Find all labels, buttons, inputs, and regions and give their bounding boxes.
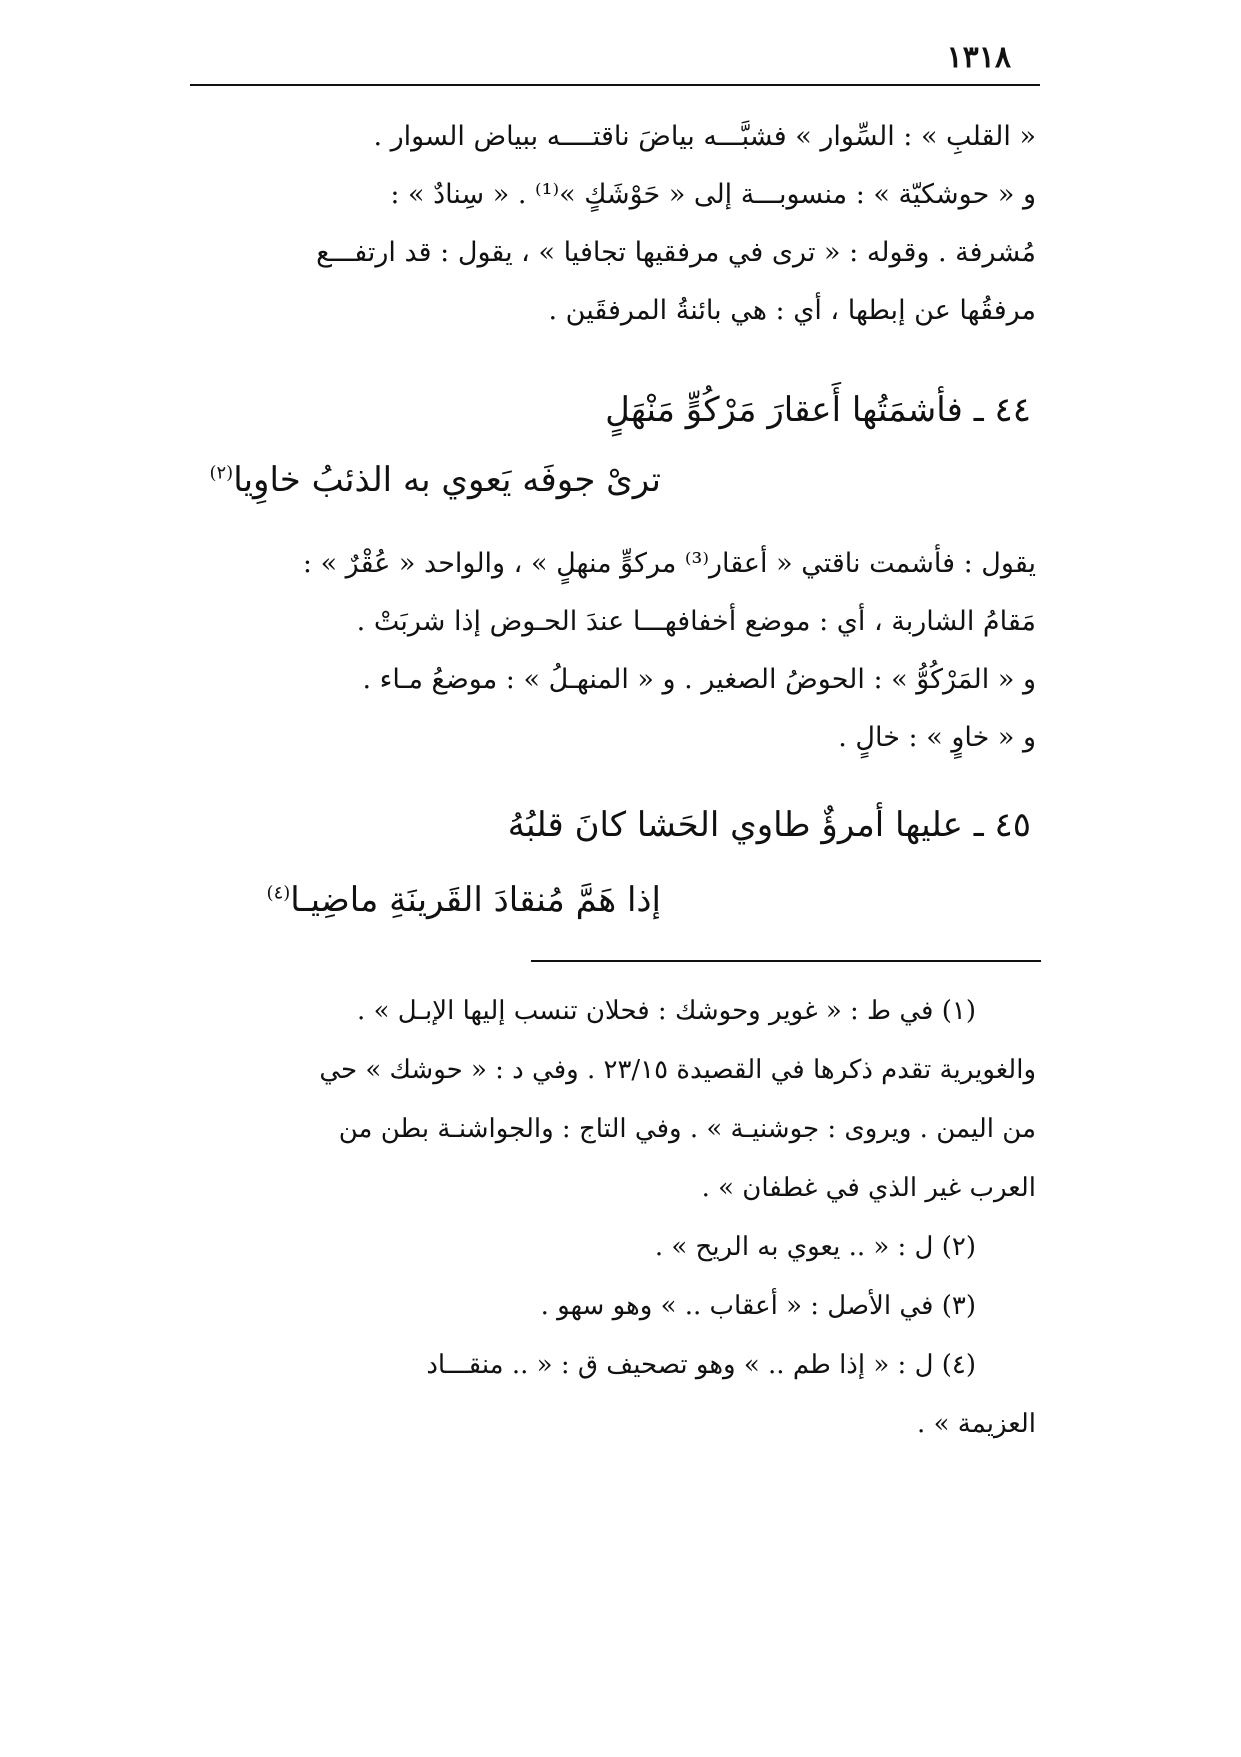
- commentary-line: يقول : فأشمت ناقتي « أعقار⁽³⁾ مركوٍّ منهلٍ » ، والواحد « عُقْرٌ » :: [302, 548, 1036, 579]
- commentary-line: « القلبِ » : السِّوار » فشبَّـــه بياضَ ناقتــــه ببياض السوار .: [373, 121, 1036, 152]
- footnote-ref-4: (٤): [266, 882, 291, 904]
- footnote-ref-2: (٢): [209, 462, 234, 484]
- footnote-1-line: من اليمن . ويروى : جوشنيـة » . وفي التاج : والجواشنـة بطن من: [338, 1114, 1036, 1144]
- commentary-line: و « حوشكيّة » : منسوبـــة إلى « حَوْشَكٍ »⁽¹⁾ . « سِنادٌ » :: [390, 179, 1036, 210]
- commentary-top: [196, 108, 1036, 340]
- commentary-line: مرفقُها عن إبطها ، أي : هي بائنةُ المرفقَين .: [548, 295, 1036, 326]
- commentary-44: [196, 535, 1036, 767]
- footnote-rule: [531, 960, 1041, 962]
- verse-44-first-hemistich: ٤٤ ـ فأشمَتُها أَعقارَ مَرْكُوٍّ مَنْهَلٍ: [605, 390, 1031, 430]
- footnote-4-line: العزيمة » .: [917, 1409, 1036, 1439]
- footnotes: [196, 982, 1036, 1454]
- footnote-3: (٣) في الأصل : « أعقاب .. » وهو سهو .: [540, 1291, 976, 1321]
- verse-44-second-hemistich: [209, 460, 661, 500]
- commentary-line: مَقامُ الشاربة ، أي : موضع أخفافهـــا عندَ الحـوض إذا شربَتْ .: [356, 606, 1036, 637]
- verse-45-first-hemistich: ٤٥ ـ عليها أمرؤٌ طاوي الحَشا كانَ قلبُهُ: [507, 805, 1031, 845]
- footnote-2: (٢) ل : « .. يعوي به الريح » .: [654, 1232, 976, 1262]
- footnote-4-line: (٤) ل : « إذا طم .. » وهو تصحيف ق : « .. منقـــاد: [426, 1350, 976, 1380]
- page-number: ١٣١٨: [946, 40, 1011, 75]
- verse-45-second-text: إذا هَمَّ مُنقادَ القَرينَةِ ماضِيـا: [290, 880, 661, 920]
- header-rule: [190, 84, 1040, 86]
- verse-44-second-text: ترىْ جوفَه يَعوي به الذئبُ خاوِيا: [233, 460, 661, 500]
- commentary-line: و « المَرْكُوُّ » : الحوضُ الصغير . و « المنهـلُ » : موضعُ مـاء .: [362, 664, 1036, 695]
- commentary-line: مُشرفة . وقوله : « ترى في مرفقيها تجافيا » ، يقول : قد ارتفـــع: [316, 237, 1036, 268]
- commentary-line: و « خاوٍ » : خالٍ .: [838, 722, 1036, 753]
- footnote-1-line: العرب غير الذي في غطفان » .: [701, 1173, 1036, 1203]
- footnote-1-line: (١) في ط : « غوير وحوشك : فحلان تنسب إليها الإبـل » .: [357, 996, 976, 1026]
- footnote-1-line: والغويرية تقدم ذكرها في القصيدة ٢٣/١٥ . وفي د : « حوشك » حي: [319, 1055, 1036, 1085]
- verse-45-second-hemistich: [267, 880, 661, 920]
